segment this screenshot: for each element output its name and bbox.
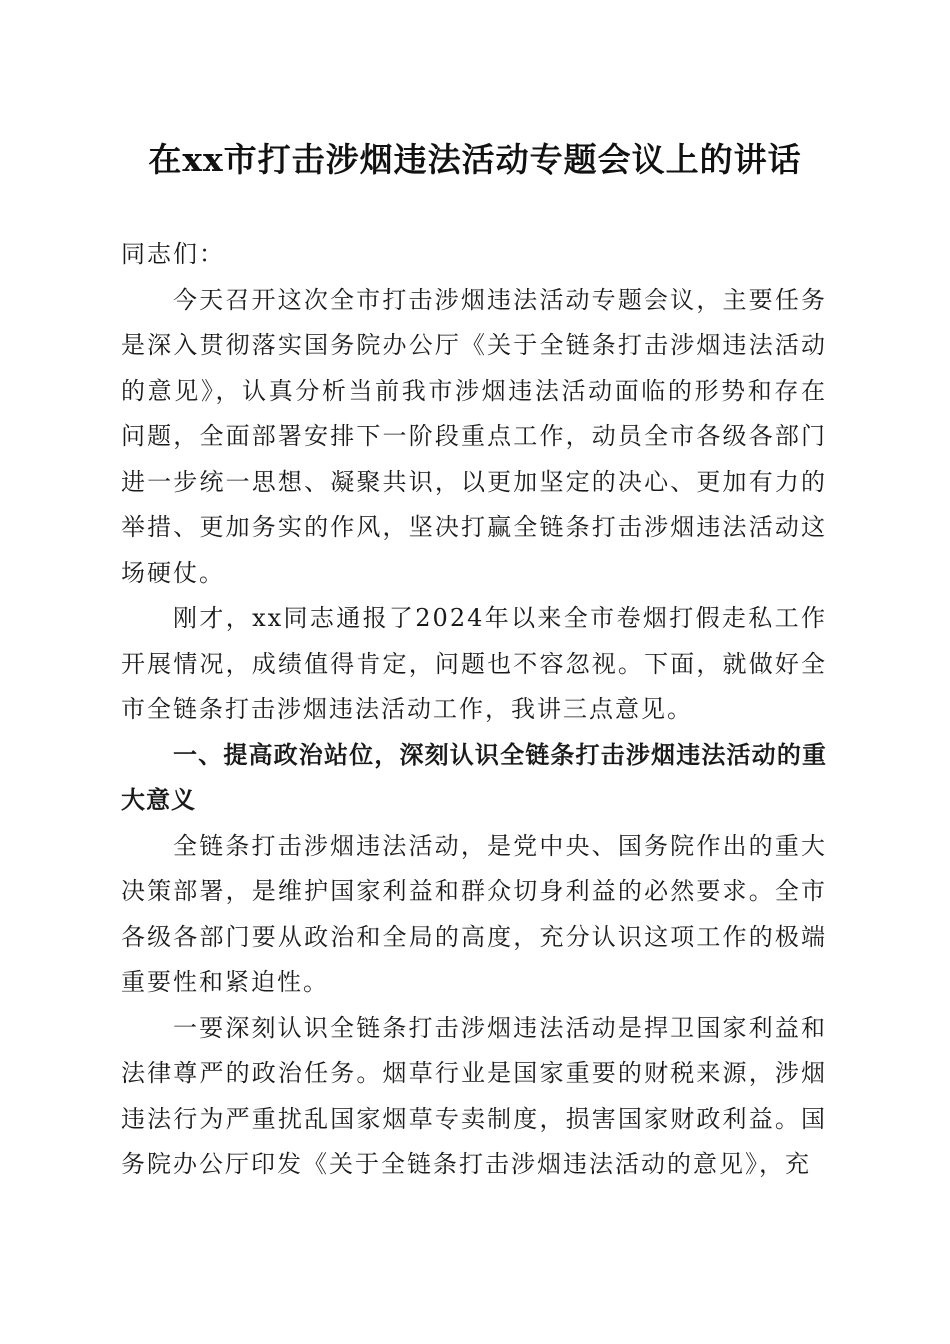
- document-body: [121, 232, 827, 1188]
- document-title: 在xx市打击涉烟违法活动专题会议上的讲话: [148, 140, 802, 179]
- paragraph: 全链条打击涉烟违法活动，是党中央、国务院作出的重大决策部署，是维护国家利益和群众切身利益的必然要求。全市各级各部门要从政治和全局的高度，充分认识这项工作的极端重要性和紧迫性。: [121, 831, 827, 996]
- section-heading: 一、提高政治站位，深刻认识全链条打击涉烟违法活动的重大意义: [121, 740, 827, 814]
- paragraph: 一要深刻认识全链条打击涉烟违法活动是捍卫国家利益和法律尊严的政治任务。烟草行业是国家重要的财税来源，涉烟违法行为严重扰乱国家烟草专卖制度，损害国家财政利益。国务院办公厅印发《关于全链条打击涉烟违法活动的意见》，充: [121, 1013, 827, 1178]
- salutation: 同志们：: [121, 240, 225, 268]
- paragraph: 今天召开这次全市打击涉烟违法活动专题会议，主要任务是深入贯彻落实国务院办公厅《关于全链条打击涉烟违法活动的意见》，认真分析当前我市涉烟违法活动面临的形势和存在问题，全面部署安排下一阶段重点工作，动员全市各级各部门进一步统一思想、凝聚共识，以更加坚定的决心、更加有力的举措、更加务实的作风，坚决打赢全链条打击涉烟违法活动这场硬仗。: [121, 285, 827, 587]
- paragraph: 刚才，xx同志通报了2024年以来全市卷烟打假走私工作开展情况，成绩值得肯定，问题也不容忽视。下面，就做好全市全链条打击涉烟违法活动工作，我讲三点意见。: [121, 604, 827, 723]
